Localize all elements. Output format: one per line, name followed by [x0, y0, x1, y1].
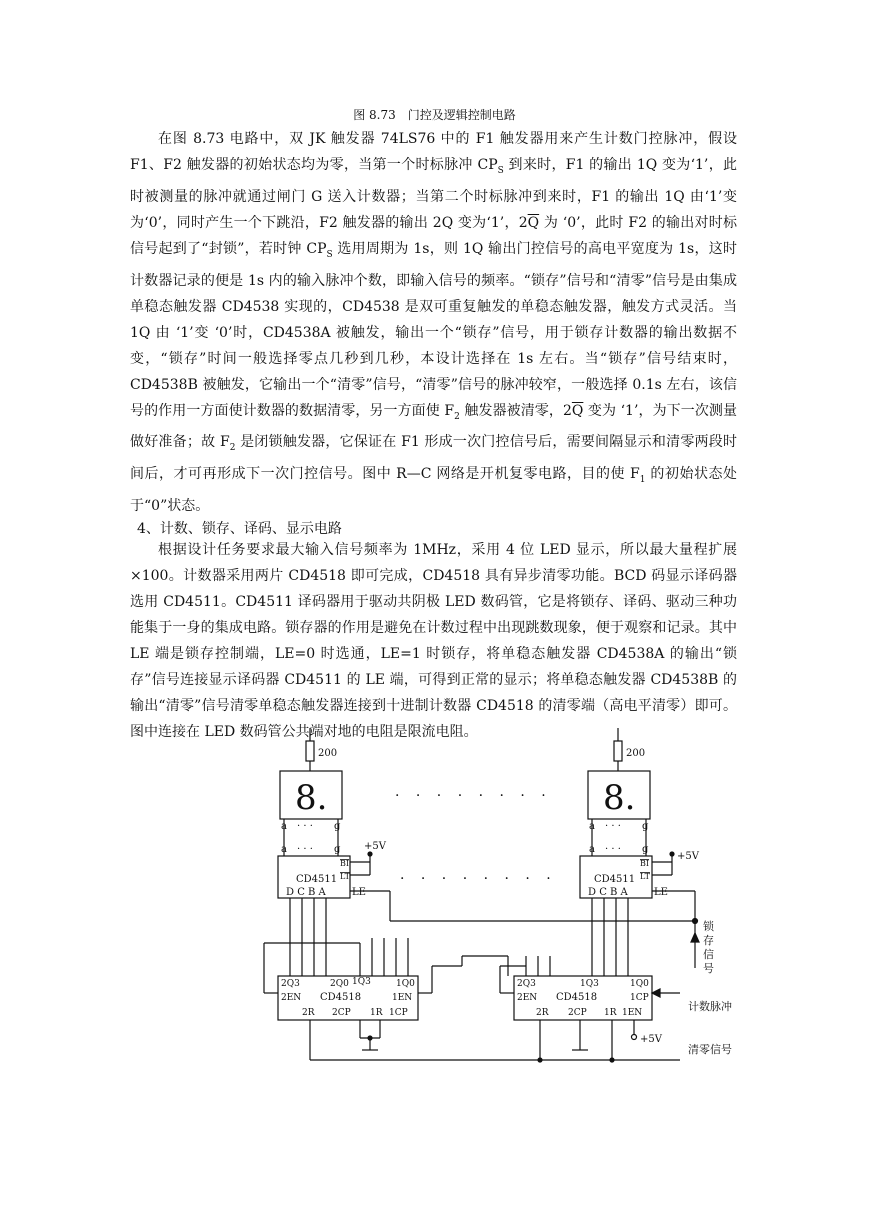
decoder-inputs: D C B A: [588, 887, 628, 898]
pin-dots: · · ·: [297, 844, 313, 855]
decoder-name: CD4511: [594, 874, 636, 885]
pin-2en: 2EN: [517, 993, 538, 1003]
pin-1r: 1R: [370, 1008, 383, 1018]
pin-g-label: g: [642, 821, 649, 832]
pin-1q3: 1Q3: [580, 979, 599, 989]
count-pulse-label: 计数脉冲: [688, 1000, 732, 1013]
pin-a-label: a: [281, 844, 287, 855]
pin-a-label: a: [281, 821, 287, 832]
lt-label: LT: [340, 872, 350, 881]
pin-2q3: 2Q3: [281, 979, 300, 989]
vcc-label: +5V: [364, 841, 386, 852]
pin-1en: 1EN: [392, 993, 413, 1003]
le-label: LE: [654, 887, 668, 898]
pin-1cp: 1CP: [630, 993, 649, 1003]
bi-label: BI: [640, 859, 650, 868]
section-heading: 4、计数、锁存、译码、显示电路: [137, 521, 342, 537]
bi-label: BI: [340, 859, 350, 868]
decoder-name: CD4511: [296, 874, 338, 885]
pin-g-label: g: [334, 821, 341, 832]
counter-name: CD4518: [320, 992, 362, 1003]
led-digit: 8.: [603, 778, 636, 818]
led-digit: 8.: [295, 778, 328, 818]
pin-1q0: 1Q0: [396, 979, 415, 989]
paragraph-display-circuit: [130, 537, 737, 745]
pin-2cp: 2CP: [568, 1008, 587, 1018]
pin-g-label: g: [642, 844, 649, 855]
lt-label: LT: [640, 872, 650, 881]
clear-signal-label: 清零信号: [688, 1043, 732, 1056]
counter-name: CD4518: [556, 992, 598, 1003]
pin-1cp: 1CP: [389, 1008, 408, 1018]
pin-dots: · · ·: [605, 821, 621, 832]
pin-2r: 2R: [536, 1008, 549, 1018]
pin-2cp: 2CP: [332, 1008, 351, 1018]
pin-1q3: 1Q3: [352, 977, 371, 987]
pin-2en: 2EN: [281, 993, 302, 1003]
right-stage: [500, 728, 732, 1060]
pin-dots: · · ·: [605, 844, 621, 855]
pin-1r: 1R: [604, 1008, 617, 1018]
resistor-label: 200: [626, 748, 646, 759]
pin-dots: · · ·: [297, 821, 313, 832]
vcc-label: +5V: [640, 1034, 662, 1045]
latch-signal-label: 锁存信号: [703, 920, 714, 975]
pin-g-label: g: [334, 844, 341, 855]
paragraph-gate-control: [130, 126, 737, 519]
resistor-left: [306, 741, 314, 761]
paragraph-text: 在图 8.73 电路中，双 JK 触发器 74LS76 中的 F1 触发器用来产生计数门控脉冲，假设 F1、F2 触发器的初始状态均为零，当第一个时标脉冲 $CP_S$ 到来时，F1 的输出 1Q 变为‘1’，此时被测量的脉冲就通过闸门 G 送入计数器；当第二个时标脉冲到来时，F1 的输出 1Q 由‘1’变为‘0’，同时产生一个下跳沿，F2 触发器的输出 2Q 变为‘1’，$2\overline{Q}$ 为 ‘0’，此时 F2 的输出对时标信号起到了“封锁”，若时钟 $CP_S$ 选用周期为 1s，则 1Q 输出门控信号的高电平宽度为 1s，这时计数器记录的便是 1s 内的输入脉冲个数，即输入信号的频率。“锁存”信号和“清零”信号是由集成单稳态触发器 CD4538 实现的，CD4538 是双可重复触发的单稳态触发器，触发方式灵活。当 1Q 由 ‘1’变 ‘0’时，CD4538A 被触发，输出一个“锁存”信号，用于锁存计数器的输出数据不变，“锁存”时间一般选择零点几秒到几秒，本设计选择在 1s 左右。当“锁存”信号结束时，CD4538B 被触发，它输出一个“清零”信号，“清零”信号的脉冲较窄，一般选择 0.1s 左右，该信号的作用一方面使计数器的数据清零，另一方面使 $F_2$ 触发器被清零，$2\overline{Q}$ 变为 ‘1’，为下一次测量做好准备；故 $F_2$ 是闭锁触发器，它保证在 F1 形成一次门控信号后，需要间隔显示和清零两段时间后，才可再形成下一次门控信号。图中 R—C 网络是开机复零电路，目的使 $F_1$ 的初始状态处于“0”状态。: [130, 131, 737, 514]
circuit-diagram: [240, 728, 740, 1068]
pin-a-label: a: [589, 844, 595, 855]
decoder-inputs: D C B A: [286, 887, 326, 898]
pin-1q0: 1Q0: [630, 979, 649, 989]
resistor-label: 200: [318, 748, 338, 759]
paragraph-text: 根据设计任务要求最大输入信号频率为 1MHz，采用 4 位 LED 显示，所以最大量程扩展×100。计数器采用两片 CD4518 即可完成，CD4518 具有异步清零功能。BCD 码显示译码器选用 CD4511。CD4511 译码器用于驱动共阴极 LED 数码管，它是将锁存、译码、驱动三种功能集于一身的集成电路。锁存器的作用是避免在计数过程中出现跳数现象，便于观察和记录。其中 LE 端是锁存控制端，LE=0 时选通，LE=1 时锁存，将单稳态触发器 CD4538A 的输出“锁存”信号连接显示译码器 CD4511 的 LE 端，可得到正常的显示；将单稳态触发器 CD4538B 的输出“清零”信号清零单稳态触发器连接到十进制计数器 CD4518 的清零端（高电平清零）即可。图中连接在 LED 数码管公共端对地的电阻是限流电阻。: [130, 542, 737, 740]
pin-2r: 2R: [302, 1008, 315, 1018]
pin-2q3: 2Q3: [517, 979, 536, 989]
pin-a-label: a: [589, 821, 595, 832]
pin-2q0: 2Q0: [330, 979, 349, 989]
figure-caption: 图 8.73 门控及逻辑控制电路: [353, 108, 516, 122]
continuation-dots: · · · · · · · ·: [395, 788, 552, 804]
vcc-label: +5V: [677, 851, 699, 862]
le-label: LE: [352, 887, 366, 898]
pin-1en: 1EN: [622, 1008, 643, 1018]
continuation-dots: · · · · · · · ·: [400, 871, 557, 887]
resistor-right: [614, 741, 622, 761]
